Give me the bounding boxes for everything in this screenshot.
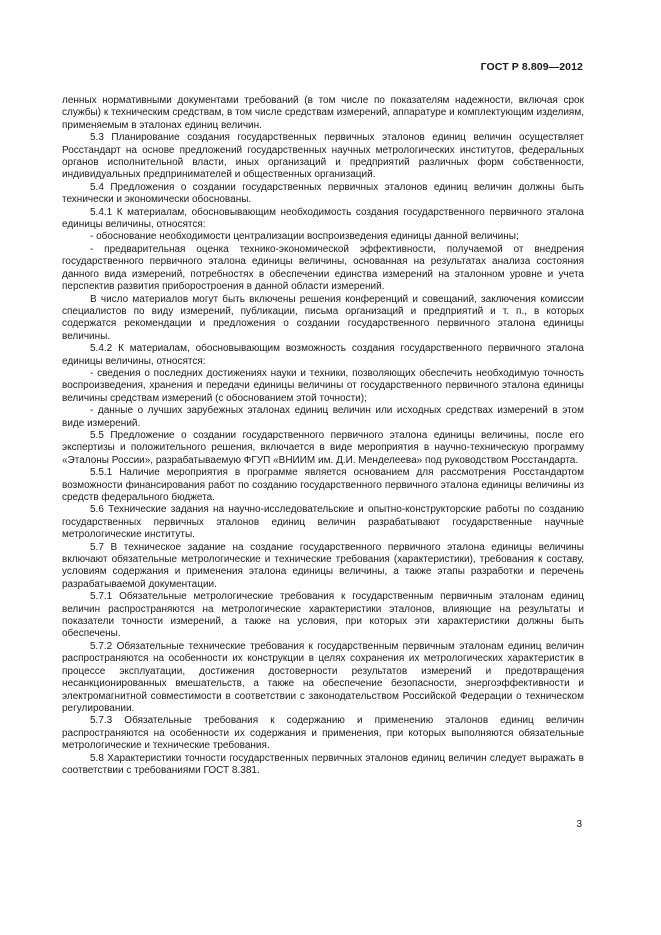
paragraph-materials: В число материалов могут быть включены решения конференций и совещаний, заключения комиссии специалистов по виду измерений, публикации, письма организаций и предприятий и т. п., в которых содержатся рекомендации и предложения о создании государственного первичного эталона единицы величины.: [62, 293, 584, 342]
paragraph-5-4-1: 5.4.1 К материалам, обосновывающим необходимость создания государственного первичного эталона единицы величины, относятся:: [62, 206, 584, 231]
paragraph-5-3: 5.3 Планирование создания государственных первичных эталонов единиц величин осуществляет Росстандарт на основе предложений государственных научных метрологических институтов, федеральных органов исполнительной власти, иных организаций и предприятий различных форм собственности, индивидуальных предпринимателей и общественных организаций.: [62, 132, 584, 181]
paragraph-5-4-2: 5.4.2 К материалам, обосновывающим возможность создания государственного первичного эталона единицы величины, относятся:: [62, 343, 584, 367]
document-header: ГОСТ Р 8.809—2012: [480, 61, 583, 73]
paragraph-5-5: 5.5 Предложение о создании государственного первичного эталона единицы величины, после его экспертизы и положительного решения, включается в виде мероприятия в научно-техническую программу «Эталоны России», разрабатываемую ФГУП «ВНИИМ им. Д.И. Менделеева» под руководством Росстандарта.: [62, 429, 584, 466]
paragraph-5-7-1: 5.7.1 Обязательные метрологические требования к государственным первичным эталонам единиц величин распространяются на метрологические характеристики эталонов, влияющие на результаты и показатели точности измерений, а также на условия, при которых эти характеристики должны быть обеспечены.: [62, 591, 584, 640]
list-item: - данные о лучших зарубежных эталонах единиц величин или исходных средствах измерений в этом виде измерений.: [62, 405, 584, 429]
paragraph-5-6: 5.6 Технические задания на научно-исследовательские и опытно-конструкторские работы по созданию государственных первичных эталонов единиц величин разрабатывают государственные научные метрологические институты.: [62, 504, 584, 541]
list-item: - обоснование необходимости централизации воспроизведения единицы данной величины;: [90, 231, 519, 243]
paragraph-5-7-2: 5.7.2 Обязательные технические требования к государственным первичным эталонам единиц величин распространяются на особенности их конструкции в целях сохранения их метрологических характеристик в процессе эксплуатации, достижения достоверности результатов измерений и предотвращения несанкционированных вмешательств, а также на обеспечение безопасности, энергоэффективности и электромагнитной совместимости в соответствии с законодательством Российской Федерации о техническом регулировании.: [62, 640, 584, 714]
paragraph-5-4: 5.4 Предложения о создании государственных первичных эталонов единиц величин должны быть технически и экономически обоснованы.: [62, 181, 584, 206]
paragraph-5-7-3: 5.7.3 Обязательные требования к содержанию и применению эталонов единиц величин распространяются на особенности их содержания и применения, при которых выполняются обязательные метрологические и технические требования.: [62, 715, 584, 752]
document-body: [62, 95, 584, 777]
paragraph-5-7: 5.7 В техническое задание на создание государственного первичного эталона единицы величины включают обязательные метрологические и технические требования (характеристики), требования к составу, условиям содержания и применения эталона единицы величины, а также этапы разработки и перечень разрабатываемой документации.: [62, 541, 584, 590]
list-item: - сведения о последних достижениях науки и техники, позволяющих обеспечить необходимую точность воспроизведения, хранения и передачи единицы величины от государственного первичного эталона единицы величины средствам измерений (с обоснованием этой точности);: [62, 367, 584, 404]
list-item: - предварительная оценка технико-экономической эффективности, получаемой от внедрения государственного первичного эталона единицы величины, основанная на результатах анализа состояния данного вида измерений, потребностях в обеспечении единства измерений на эталонном уровне и учета перспектив развития приборостроения в данной области измерений.: [62, 243, 584, 293]
paragraph-5-8: 5.8 Характеристики точности государственных первичных эталонов единиц величин следует выражать в соответствии с требованиями ГОСТ 8.381.: [62, 752, 584, 776]
page-number: 3: [576, 819, 582, 830]
paragraph-5-5-1: 5.5.1 Наличие мероприятия в программе является основанием для рассмотрения Росстандартом возможности финансирования работ по созданию государственного первичного эталона единицы величины из средств федерального бюджета.: [62, 467, 584, 503]
paragraph-continuation: ленных нормативными документами требований (в том числе по показателям надежности, включая срок службы) к техническим средствам, в том числе средствам измерений, аппаратуре и комплектующим изделиям, применяемым в эталонах единиц величин.: [62, 95, 584, 131]
